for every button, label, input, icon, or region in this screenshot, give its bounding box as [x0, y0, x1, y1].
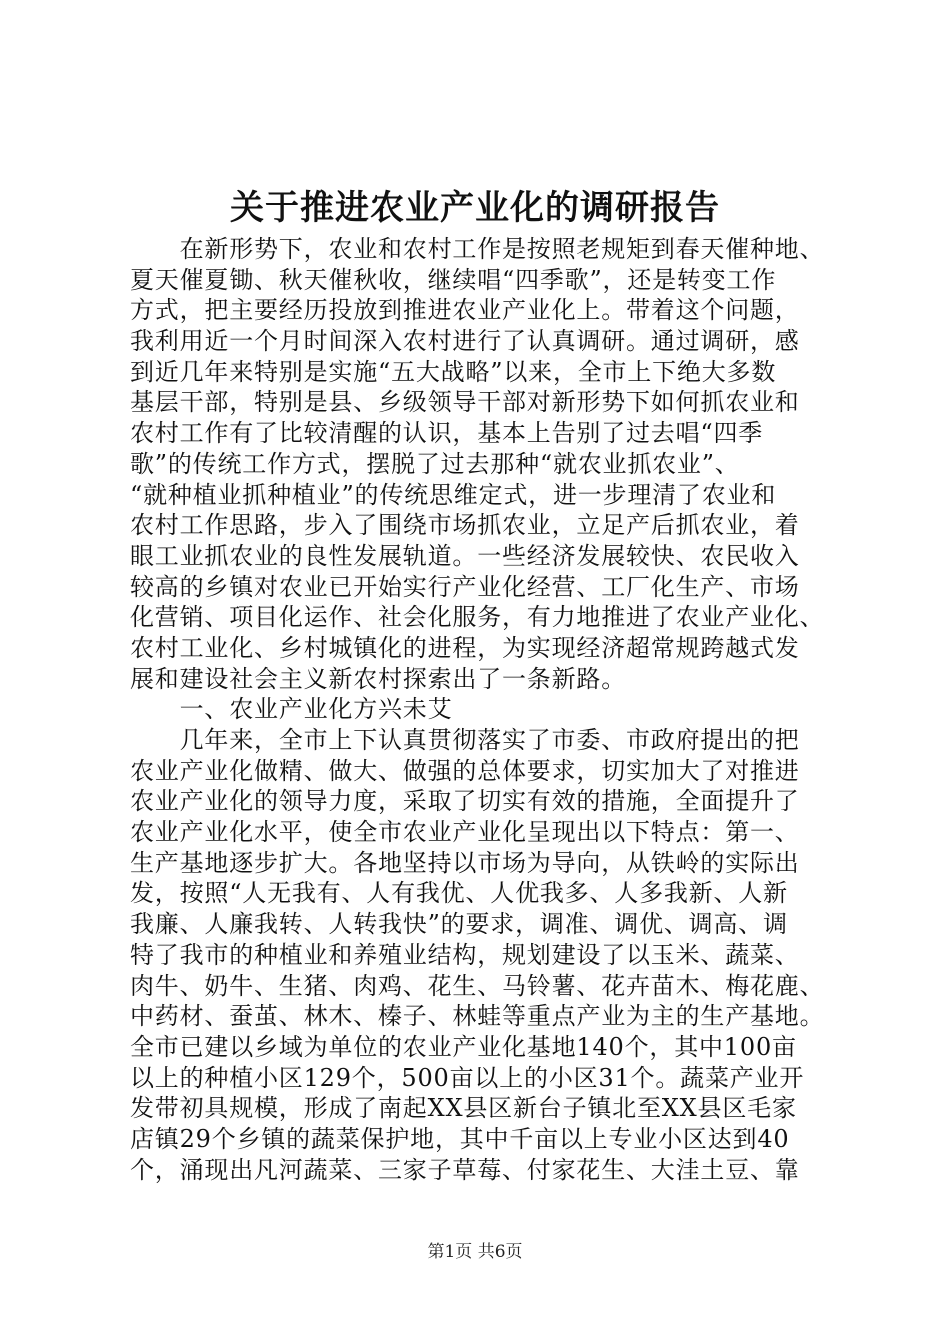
body-line: 歌”的传统工作方式，摆脱了过去那种“就农业抓农业”、 [130, 449, 740, 478]
body-line: 几年来，全市上下认真贯彻落实了市委、市政府提出的把 [130, 726, 800, 754]
body-line: 以上的种植小区129个，500亩以上的小区31个。蔬菜产业开 [130, 1063, 805, 1092]
document-body [130, 234, 850, 1185]
body-line: 较高的乡镇对农业已开始实行产业化经营、工厂化生产、市场 [130, 572, 800, 601]
body-line: 我廉、人廉我转、人转我快”的要求，调准、调优、调高、调 [130, 910, 788, 939]
body-line: 农村工业化、乡村城镇化的进程，为实现经济超常规跨越式发 [130, 633, 800, 662]
body-line: 个，涌现出凡河蔬菜、三家子草莓、付家花生、大洼土豆、靠 [130, 1155, 800, 1184]
body-line: 眼工业抓农业的良性发展轨道。一些经济发展较快、农民收入 [130, 541, 800, 570]
body-line: 化营销、项目化运作、社会化服务，有力地推进了农业产业化、 [130, 603, 825, 632]
body-line: 全市已建以乡域为单位的农业产业化基地140个，其中100亩 [130, 1032, 797, 1061]
body-line: 特了我市的种植业和养殖业结构，规划建设了以玉米、蔬菜、 [130, 940, 800, 969]
document-title: 关于推进农业产业化的调研报告 [230, 188, 720, 228]
body-line: “就种植业抓种植业”的传统思维定式，进一步理清了农业和 [130, 480, 777, 509]
body-line: 发，按照“人无我有、人有我优、人优我多、人多我新、人新 [130, 879, 788, 908]
body-line: 一、农业产业化方兴未艾 [130, 695, 453, 724]
body-line: 店镇29个乡镇的蔬菜保护地，其中千亩以上专业小区达到40 [130, 1124, 790, 1153]
body-line: 肉牛、奶牛、生猪、肉鸡、花生、马铃薯、花卉苗木、梅花鹿、 [130, 971, 825, 1000]
body-line: 展和建设社会主义新农村探索出了一条新路。 [130, 664, 626, 693]
body-line: 方式，把主要经历投放到推进农业产业化上。带着这个问题， [130, 296, 800, 325]
body-line: 我利用近一个月时间深入农村进行了认真调研。通过调研，感 [130, 327, 800, 356]
body-line: 农业产业化做精、做大、做强的总体要求，切实加大了对推进 [130, 756, 800, 785]
page-footer: 第1页 共6页 [427, 1242, 523, 1262]
body-line: 农村工作思路，步入了围绕市场抓农业，立足产后抓农业，着 [130, 511, 800, 540]
body-line: 生产基地逐步扩大。各地坚持以市场为导向，从铁岭的实际出 [130, 848, 800, 877]
body-line: 发带初具规模，形成了南起XX县区新台子镇北至XX县区毛家 [130, 1094, 797, 1123]
body-line: 农业产业化的领导力度，采取了切实有效的措施，全面提升了 [130, 787, 800, 816]
body-line: 在新形势下，农业和农村工作是按照老规矩到春天催种地、 [130, 235, 825, 263]
body-line: 基层干部，特别是县、乡级领导干部对新形势下如何抓农业和 [130, 388, 800, 417]
body-line: 农业产业化水平，使全市农业产业化呈现出以下特点：第一、 [130, 818, 800, 847]
body-line: 夏天催夏锄、秋天催秋收，继续唱“四季歌”，还是转变工作 [130, 265, 777, 294]
body-line: 中药材、蚕茧、林木、榛子、林蛙等重点产业为主的生产基地。 [130, 1002, 825, 1031]
body-line: 农村工作有了比较清醒的认识，基本上告别了过去唱“四季 [130, 419, 764, 448]
body-line: 到近几年来特别是实施“五大战略”以来，全市上下绝大多数 [130, 357, 777, 386]
